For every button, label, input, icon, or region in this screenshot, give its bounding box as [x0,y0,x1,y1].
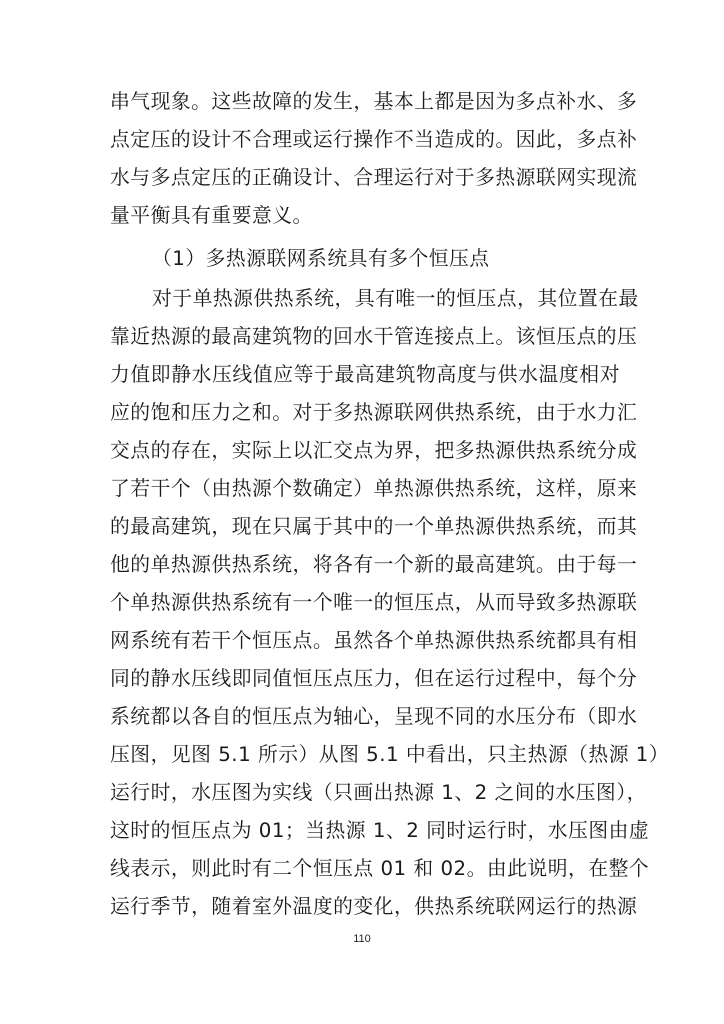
text-line: 量平衡具有重要意义。 [110,204,313,227]
text-line: 的最高建筑，现在只属于其中的一个单热源供热系统，而其 [110,515,638,538]
section-heading: （1）多热源联网系统具有多个恒压点 [152,247,490,270]
text-line: 了若干个（由热源个数确定）单热源供热系统，这样，原来 [110,477,638,500]
text-line: 线表示，则此时有二个恒压点 01 和 02。由此说明，在整个 [110,857,650,880]
text-line: 他的单热源供热系统，将各有一个新的最高建筑。由于每一 [110,553,638,576]
text-line: 力值即静水压线值应等于最高建筑物高度与供水温度相对 [110,363,620,386]
text-line: 串气现象。这些故障的发生，基本上都是因为多点补水、多 [110,90,638,113]
text-line: 个单热源供热系统有一个唯一的恒压点，从而导致多热源联 [110,591,638,614]
text-line: 这时的恒压点为 01；当热源 1、2 同时运行时，水压图由虚 [110,819,650,842]
text-line: 对于单热源供热系统，具有唯一的恒压点，其位置在最 [152,287,639,310]
text-line: 压图，见图 5.1 所示）从图 5.1 中看出，只主热源（热源 1） [110,743,670,766]
text-line: 交点的存在，实际上以汇交点为界，把多热源供热系统分成 [110,439,638,462]
text-line: 运行时，水压图为实线（只画出热源 1、2 之间的水压图）， [110,781,647,804]
text-line: 同的静水压线即同值恒压点压力，但在运行过程中，每个分 [110,667,638,690]
text-line: 运行季节，随着室外温度的变化，供热系统联网运行的热源 [110,895,638,918]
text-line: 系统都以各自的恒压点为轴心，呈现不同的水压分布（即水 [110,705,638,728]
text-line: 水与多点定压的正确设计、合理运行对于多热源联网实现流 [110,166,638,189]
text-line: 网系统有若干个恒压点。虽然各个单热源供热系统都具有相 [110,629,638,652]
text-line: 点定压的设计不合理或运行操作不当造成的。因此，多点补 [110,128,638,151]
text-line: 靠近热源的最高建筑物的回水干管连接点上。该恒压点的压 [110,325,638,348]
page-number: 110 [353,933,371,945]
text-line: 应的饱和压力之和。对于多热源联网供热系统，由于水力汇 [110,401,638,424]
